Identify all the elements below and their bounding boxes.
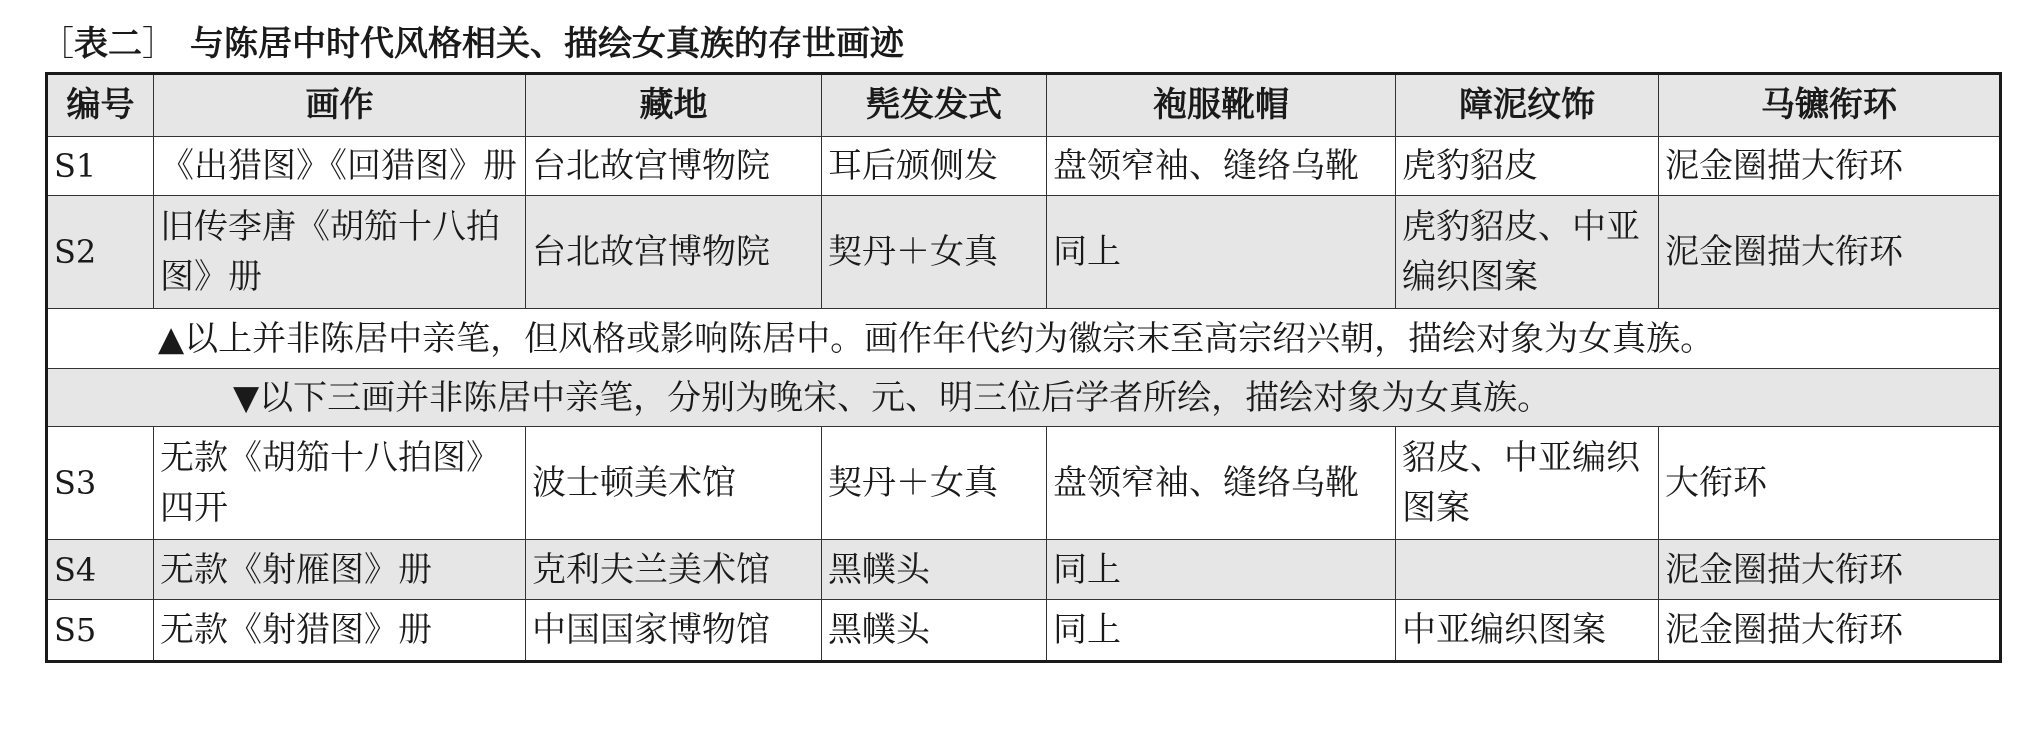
cell-painting: 旧传李唐《胡笳十八拍图》册 xyxy=(154,196,526,309)
cell-id: S5 xyxy=(47,600,154,662)
cell-saddle-flap: 貂皮、中亚编织图案 xyxy=(1396,427,1659,540)
cell-saddle-flap: 虎豹貂皮、中亚编织图案 xyxy=(1396,196,1659,309)
table-row xyxy=(47,427,2001,540)
caption-label: 表二 xyxy=(74,24,142,64)
paintings-table xyxy=(45,72,2002,663)
header-cell-collection: 藏地 xyxy=(526,74,822,137)
cell-painting: 《出猎图》《回猎图》册 xyxy=(154,137,526,196)
note-row-below xyxy=(47,369,2001,427)
note-row-above xyxy=(47,309,2001,369)
cell-costume: 盘领窄袖、缝络乌靴 xyxy=(1047,427,1396,540)
cell-bridle-ring: 大衔环 xyxy=(1659,427,2001,540)
cell-costume: 盘领窄袖、缝络乌靴 xyxy=(1047,137,1396,196)
cell-id: S3 xyxy=(47,427,154,540)
cell-id: S1 xyxy=(47,137,154,196)
cell-id: S4 xyxy=(47,540,154,600)
header-cell-saddle-flap: 障泥纹饰 xyxy=(1396,74,1659,137)
cell-collection: 波士顿美术馆 xyxy=(526,427,822,540)
cell-bridle-ring: 泥金圈描大衔环 xyxy=(1659,137,2001,196)
caption-bracket-open: ［ xyxy=(40,24,74,64)
cell-saddle-flap xyxy=(1396,540,1659,600)
cell-hairstyle: 黑幞头 xyxy=(822,600,1047,662)
cell-collection: 克利夫兰美术馆 xyxy=(526,540,822,600)
header-cell-painting: 画作 xyxy=(154,74,526,137)
table-row xyxy=(47,137,2001,196)
cell-painting: 无款《胡笳十八拍图》四开 xyxy=(154,427,526,540)
header-cell-hairstyle: 髡发发式 xyxy=(822,74,1047,137)
header-cell-costume: 袍服靴帽 xyxy=(1047,74,1396,137)
cell-collection: 台北故宫博物院 xyxy=(526,196,822,309)
cell-hairstyle: 耳后颁侧发 xyxy=(822,137,1047,196)
cell-collection: 中国国家博物馆 xyxy=(526,600,822,662)
cell-hairstyle: 契丹＋女真 xyxy=(822,427,1047,540)
cell-costume: 同上 xyxy=(1047,600,1396,662)
table-caption xyxy=(40,14,904,74)
note-below: ▼以下三画并非陈居中亲笔，分别为晚宋、元、明三位后学者所绘，描绘对象为女真族。 xyxy=(47,369,2001,427)
cell-collection: 台北故宫博物院 xyxy=(526,137,822,196)
cell-bridle-ring: 泥金圈描大衔环 xyxy=(1659,600,2001,662)
table-row xyxy=(47,540,2001,600)
cell-bridle-ring: 泥金圈描大衔环 xyxy=(1659,540,2001,600)
cell-costume: 同上 xyxy=(1047,196,1396,309)
cell-hairstyle: 黑幞头 xyxy=(822,540,1047,600)
header-row xyxy=(47,74,2001,137)
table-row xyxy=(47,600,2001,662)
cell-painting: 无款《射雁图》册 xyxy=(154,540,526,600)
note-above: ▲以上并非陈居中亲笔，但风格或影响陈居中。画作年代约为徽宗末至高宗绍兴朝，描绘对象为女真族。 xyxy=(47,309,2001,369)
header-cell-bridle-ring: 马镳衔环 xyxy=(1659,74,2001,137)
cell-painting: 无款《射猎图》册 xyxy=(154,600,526,662)
caption-bracket-close: ］ xyxy=(142,24,176,64)
cell-saddle-flap: 中亚编织图案 xyxy=(1396,600,1659,662)
cell-hairstyle: 契丹＋女真 xyxy=(822,196,1047,309)
cell-id: S2 xyxy=(47,196,154,309)
cell-saddle-flap: 虎豹貂皮 xyxy=(1396,137,1659,196)
header-cell-id: 编号 xyxy=(47,74,154,137)
cell-costume: 同上 xyxy=(1047,540,1396,600)
table-row xyxy=(47,196,2001,309)
caption-title: 与陈居中时代风格相关、描绘女真族的存世画迹 xyxy=(190,24,904,64)
cell-bridle-ring: 泥金圈描大衔环 xyxy=(1659,196,2001,309)
